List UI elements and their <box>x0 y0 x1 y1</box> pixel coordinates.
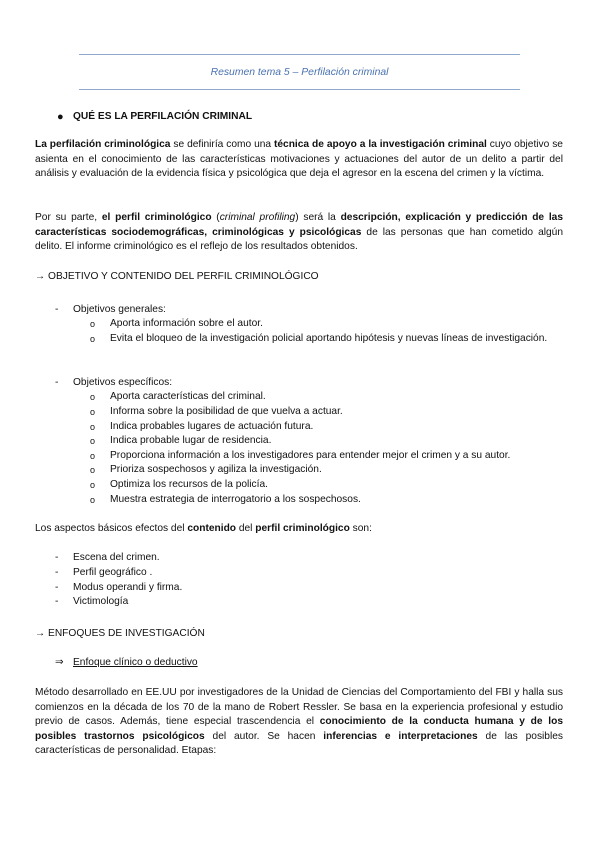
paragraph-profile: Por su parte, el perfil criminológico (criminal profiling) será la descripción, explicación y predicción de las características sociodemográficas, criminológicas y psicológicas de las personas que han cometido algún delito. El informe criminológico es el reflejo de los resultados obtenidos. <box>35 212 563 253</box>
paragraph-clinical-method: Método desarrollado en EE.UU por investigadores de la Unidad de Ciencias del Comportamiento del FBI y halla sus comienzos en la década de los 70 de la mano de Robert Ressler. Se basa en la experiencia profesional y estudio previo de casos. Además, tiene especial trascendencia el conocimiento de la conducta humana y de los posibles trastornos psicológicos del autor. Se hacen inferencias e interpretaciones de las posibles características de personalidad. Etapas: <box>35 687 563 757</box>
paragraph-aspects-intro: Los aspectos básicos efectos del contenido del perfil criminológico son: <box>35 523 372 534</box>
double-arrow-icon: ⇒ <box>55 657 64 668</box>
document-page: Resumen tema 5 – Perfilación criminal ● QUÉ ES LA PERFILACIÓN CRIMINAL La perfilación criminológica se definiría como una técnica de apoyo a la investigación criminal cuyo objetivo se asienta en el conocimiento de las características motivaciones y actuaciones del autor de un delito a partir del análisis y evaluación de la evidencia física y psicológica que deja el agresor en la escena del crimen y la víctima. Por su parte, el perfil criminológico (criminal profiling) será la descripción, explicación y predicción de las características sociodemográficas, criminológicas y psicológicas de las personas que han cometido algún delito. El informe criminológico es el reflejo de los resultados obtenidos. → OBJETIVO Y CONTENIDO DEL PERFIL CRIMINOLÓGICO - Objetivos generales: o Aporta información sobre el autor. o Evita el bloqueo de la investigación policial aportando hipótesis y nuevas líneas de investigación. - Objetivos específicos: o Aporta características del criminal. o Informa sobre la posibilidad de que vuelva a actuar. o Indica probables lugares de actuación futura. o Indica probable lugar de residencia. o Proporciona información a los investigadores para entender mejor el crimen y a su autor. o Prioriza sospechosos y agiliza la investigación. o Optimiza los recursos de la policía. o Muestra estrategia de interrogatorio a los sospechosos. Los aspectos básicos efectos del contenido del perfil criminológico son: - Escena del crimen. - Perfil geográfico . - Modus operandi y firma. - Victimología → ENFOQUES DE INVESTIGACIÓN ⇒ Enfoque clínico o deductivo Método desarrollado en EE.UU por investigadores de la Unidad de Ciencias del Comportamiento del FBI y halla sus comienzos en la década de los 70 de la mano de Robert Ressler. Se basa en la experiencia profesional y estudio previo de casos. Además, tiene especial trascendencia el conocimiento de la conducta humana y de los posibles trastornos psicológicos del autor. Se hacen inferencias e interpretaciones de las posibles características de personalidad. Etapas: <box>0 0 599 848</box>
header-title: Resumen tema 5 – Perfilación criminal <box>210 67 389 78</box>
bullet-dot-icon: ● <box>57 111 64 123</box>
section-heading-approaches: → ENFOQUES DE INVESTIGACIÓN <box>35 628 205 639</box>
paragraph-definition: La perfilación criminológica se definiría como una técnica de apoyo a la investigación criminal cuyo objetivo se asienta en el conocimiento de las características motivaciones y actuaciones del autor de un delito a partir del análisis y evaluación de la evidencia física y psicológica que deja el agresor en la escena del crimen y la víctima. <box>35 139 563 180</box>
circle-bullet-icon: o <box>90 422 96 432</box>
circle-bullet-icon: o <box>90 451 96 461</box>
circle-bullet-icon: o <box>90 465 96 475</box>
header-top-rule <box>79 54 520 55</box>
circle-bullet-icon: o <box>90 392 96 402</box>
circle-bullet-icon: o <box>90 495 96 505</box>
circle-bullet-icon: o <box>90 334 96 344</box>
circle-bullet-icon: o <box>90 480 96 490</box>
circle-bullet-icon: o <box>90 407 96 417</box>
header-bottom-rule <box>79 89 520 90</box>
section-heading-objectives: → OBJETIVO Y CONTENIDO DEL PERFIL CRIMINOLÓGICO <box>35 271 319 282</box>
circle-bullet-icon: o <box>90 319 96 329</box>
circle-bullet-icon: o <box>90 436 96 446</box>
